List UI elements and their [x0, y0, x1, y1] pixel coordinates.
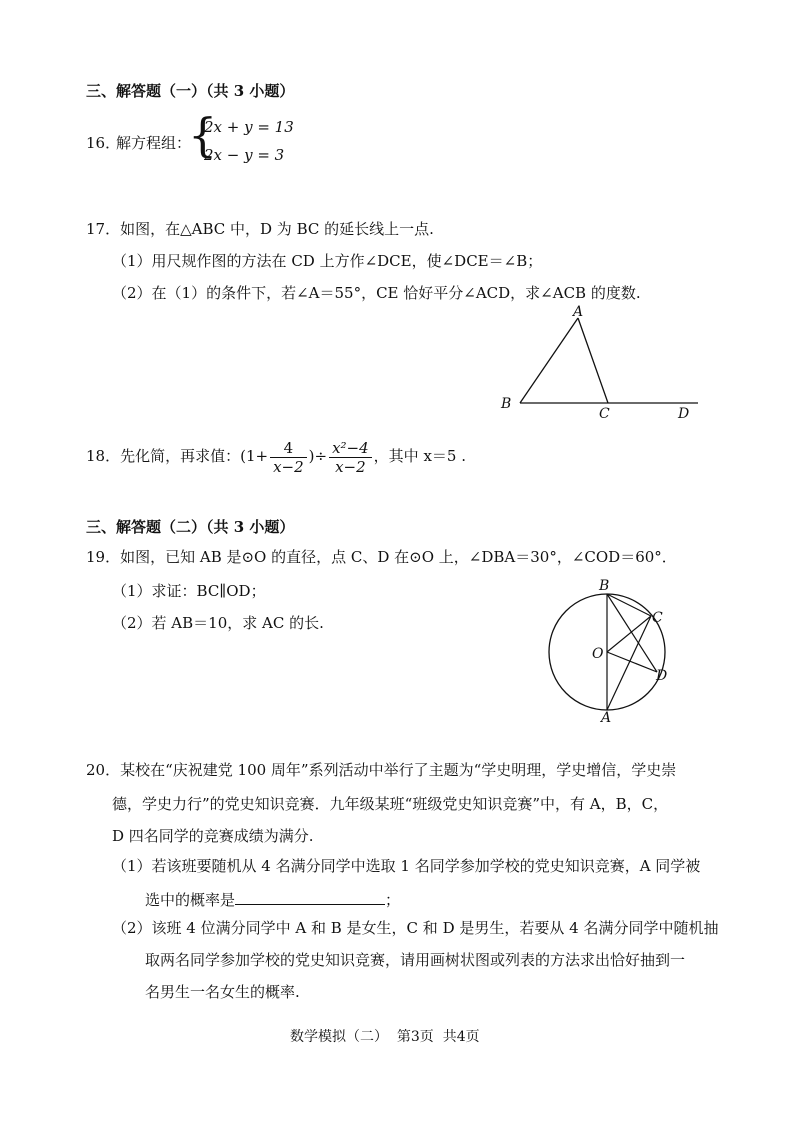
segment-OC — [607, 616, 651, 652]
fraction-2-denominator: x−2 — [335, 457, 366, 476]
q16-number: 16． — [86, 134, 121, 152]
q19-part2: （2）若 AB＝10，求 AC 的长. — [112, 614, 324, 632]
fraction-1-numerator: 4 — [270, 439, 307, 458]
q18-mid: )÷ — [308, 447, 328, 465]
q20-line-1: 20．某校在“庆祝建党 100 周年”系列活动中举行了主题为“学史明理，学史增信，学史崇 — [86, 761, 677, 779]
q19-stem: 19．如图，已知 AB 是⊙O 的直径，点 C、D 在⊙O 上，∠DBA＝30°，∠COD＝60°． — [86, 548, 677, 566]
q18-number: 18． — [86, 447, 121, 465]
q20-part1-prompt: 选中的概率是 — [145, 891, 236, 909]
q16-equation-2: 2x − y = 3 — [204, 146, 285, 164]
page-footer: 数学模拟（二） 第3页 共4页 — [290, 1029, 480, 1045]
q20-part2-line-1: （2）该班 4 位满分同学中 A 和 B 是女生，C 和 D 是男生，若要从 4 名满分同学中随机抽 — [112, 919, 719, 937]
q16-equation-1: 2x + y = 13 — [204, 118, 294, 136]
label-A: A — [573, 304, 584, 320]
label-B: B — [599, 578, 610, 594]
q20-part2-line-3: 名男生一名女生的概率. — [145, 983, 300, 1001]
label-C: C — [599, 406, 610, 422]
segment-AB — [520, 318, 578, 403]
circle-figure — [540, 574, 690, 724]
q18-lead: 先化简，再求值： — [120, 447, 241, 465]
q20-part1-line-2 — [145, 888, 400, 910]
label-D: D — [656, 668, 668, 684]
label-C: C — [652, 610, 663, 626]
q17-part1: （1）用尺规作图的方法在 CD 上方作∠DCE，使∠DCE＝∠B； — [112, 252, 543, 270]
label-A: A — [601, 710, 612, 724]
fraction-1-denominator: x−2 — [273, 457, 304, 476]
segment-OD — [607, 652, 657, 672]
q18-fraction-1 — [270, 439, 307, 476]
q20-part1-end: ； — [385, 891, 401, 909]
fraction-2-numerator: x²−4 — [329, 439, 372, 458]
q20-part1-line-1: （1）若该班要随机从 4 名满分同学中选取 1 名同学参加学校的党史知识竞赛，A 同学被 — [112, 857, 701, 875]
section-title-1: 三、解答题（一）（共 3 小题） — [86, 82, 295, 100]
answer-blank — [235, 888, 385, 905]
q19-part1: （1）求证：BC∥OD； — [112, 582, 266, 600]
q20-part2-line-2: 取两名同学参加学校的党史知识竞赛，请用画树状图或列表的方法求出恰好抽到一 — [145, 951, 686, 969]
segment-AC — [578, 318, 608, 403]
segment-BD — [607, 594, 657, 672]
q18-tail: ，其中 x＝5 . — [373, 447, 466, 465]
q17-stem: 17．如图，在△ABC 中，D 为 BC 的延长线上一点. — [86, 220, 434, 238]
q17-part2: （2）在（1）的条件下，若∠A＝55°，CE 恰好平分∠ACD，求∠ACB 的度数. — [112, 284, 641, 302]
q20-line-2: 德，学史力行”的党史知识竞赛．九年级某班“班级党史知识竞赛”中，有 A，B，C， — [112, 795, 669, 813]
system-brace: { — [188, 108, 218, 162]
q20-line-3: D 四名同学的竞赛成绩为满分. — [112, 827, 314, 845]
label-D: D — [678, 406, 690, 422]
triangle-figure — [495, 300, 710, 425]
q18-line — [86, 436, 466, 476]
q18-open: (1+ — [240, 447, 269, 465]
label-O: O — [592, 646, 604, 662]
q18-fraction-2 — [329, 439, 372, 476]
q16-text: 解方程组： — [116, 134, 192, 152]
section-title-2: 三、解答题（二）（共 3 小题） — [86, 518, 295, 536]
label-B: B — [501, 396, 512, 412]
